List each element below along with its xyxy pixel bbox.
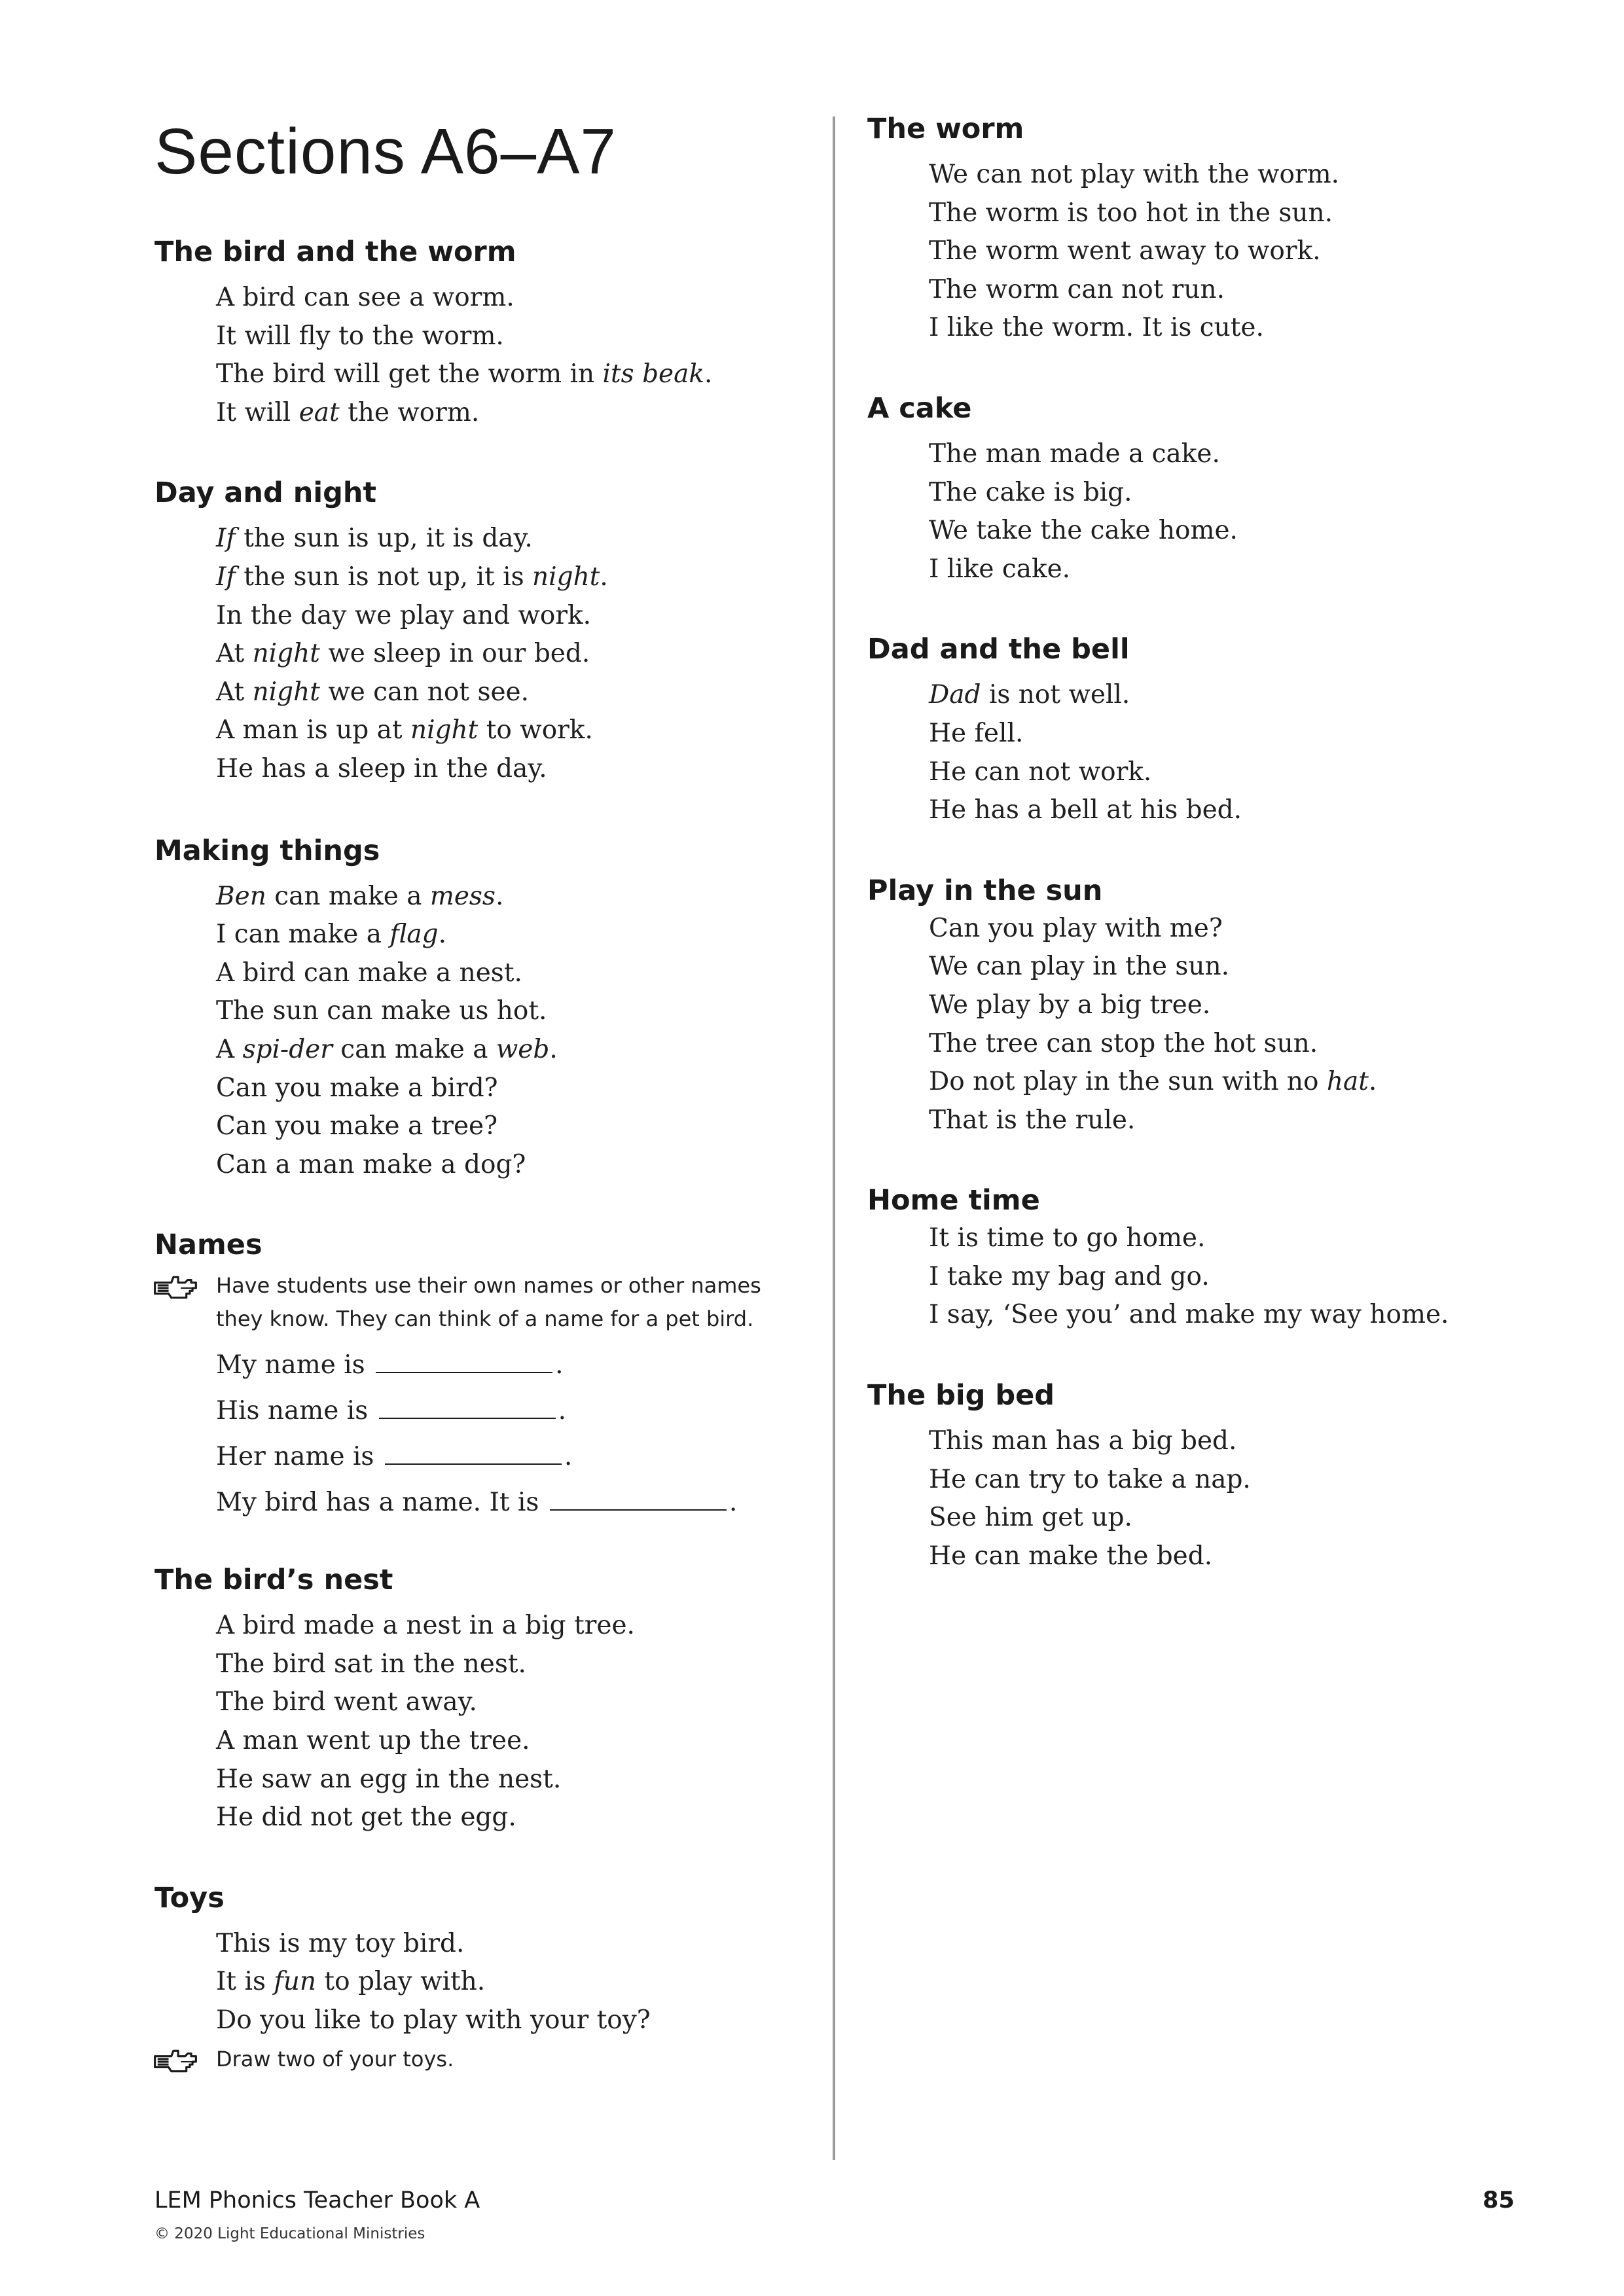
reading-line: Can you make a bird? bbox=[216, 1073, 498, 1103]
page-title: Sections A6–A7 bbox=[154, 115, 617, 187]
reading-line: It is time to go home. bbox=[929, 1223, 1206, 1253]
text-run: I can make a bbox=[216, 920, 390, 950]
italic-word: its beak bbox=[602, 359, 705, 389]
reading-line: He did not get the egg. bbox=[216, 1803, 516, 1833]
reading-lines bbox=[216, 878, 809, 1185]
italic-word: night bbox=[252, 677, 320, 707]
italic-word: If bbox=[216, 562, 236, 592]
reading-line: In the day we play and work. bbox=[216, 600, 592, 630]
reading-line: I say, ‘See you’ and make my way home. bbox=[929, 1300, 1449, 1330]
italic-word: Ben bbox=[216, 881, 266, 911]
section-making-things bbox=[154, 832, 809, 1185]
text-run: A bbox=[216, 1034, 243, 1064]
text-run: . bbox=[495, 881, 504, 911]
section-heading: Making things bbox=[154, 834, 380, 867]
italic-word: hat bbox=[1326, 1067, 1369, 1097]
italic-word: eat bbox=[298, 397, 340, 427]
italic-word: spi-der bbox=[242, 1034, 333, 1064]
section-home-time bbox=[867, 1181, 1522, 1335]
reading-line: He can make the bed. bbox=[929, 1541, 1213, 1571]
reading-line: A bird can make a nest. bbox=[216, 958, 522, 988]
section-dad-and-bell bbox=[867, 630, 1522, 829]
reading-line: Do you like to play with your toy? bbox=[216, 2005, 651, 2036]
reading-line: The worm is too hot in the sun. bbox=[929, 198, 1333, 228]
reading-line: He saw an egg in the nest. bbox=[216, 1764, 562, 1794]
reading-line: The bird sat in the nest. bbox=[216, 1649, 526, 1679]
section-the-big-bed bbox=[867, 1376, 1522, 1575]
section-heading: The big bed bbox=[867, 1379, 1055, 1412]
text-run: . bbox=[600, 562, 608, 592]
reading-line: This is my toy bird. bbox=[216, 1928, 465, 1958]
reading-line bbox=[216, 1031, 809, 1069]
section-birds-nest bbox=[154, 1561, 809, 1837]
reading-line bbox=[216, 711, 809, 750]
section-heading: Dad and the bell bbox=[867, 633, 1130, 666]
section-heading: The worm bbox=[867, 113, 1024, 145]
reading-line: The cake is big. bbox=[929, 477, 1132, 507]
reading-lines bbox=[929, 1219, 1522, 1335]
fill-in-line bbox=[216, 1342, 809, 1388]
reading-line: The sun can make us hot. bbox=[216, 996, 547, 1026]
reading-line: The bird went away. bbox=[216, 1687, 477, 1717]
section-toys bbox=[154, 1879, 809, 2076]
reading-line: I like the worm. It is cute. bbox=[929, 313, 1264, 343]
section-heading: A cake bbox=[867, 391, 972, 425]
reading-line: The man made a cake. bbox=[929, 439, 1220, 469]
reading-lines bbox=[929, 910, 1522, 1140]
right-column bbox=[867, 110, 1522, 1575]
italic-word: mess bbox=[429, 881, 496, 911]
reading-line: The worm went away to work. bbox=[929, 236, 1321, 266]
section-bird-and-worm bbox=[154, 233, 809, 432]
text-run: . bbox=[1368, 1067, 1377, 1097]
italic-word: flag bbox=[389, 920, 439, 950]
text-run: Her name is bbox=[216, 1442, 374, 1472]
italic-word: night bbox=[410, 715, 478, 745]
italic-word: fun bbox=[274, 1967, 317, 1997]
reading-lines bbox=[929, 156, 1522, 348]
fill-in-lines bbox=[216, 1342, 809, 1526]
reading-line: It will fly to the worm. bbox=[216, 321, 504, 351]
section-heading: Play in the sun bbox=[867, 874, 1103, 907]
reading-line: This man has a big bed. bbox=[929, 1426, 1237, 1456]
text-run: to play with. bbox=[316, 1967, 486, 1997]
teacher-note bbox=[216, 2043, 809, 2076]
text-run: is not well. bbox=[981, 680, 1130, 710]
reading-lines bbox=[216, 520, 809, 788]
text-run: It is bbox=[216, 1967, 274, 1997]
fill-in-line bbox=[216, 1480, 809, 1526]
reading-lines bbox=[929, 676, 1522, 829]
italic-word: night bbox=[252, 639, 320, 669]
reading-line: I take my bag and go. bbox=[929, 1261, 1210, 1291]
fill-in-line bbox=[216, 1434, 809, 1480]
reading-line: A bird can see a worm. bbox=[216, 283, 514, 312]
section-heading: Home time bbox=[867, 1184, 1040, 1217]
answer-blank bbox=[550, 1509, 727, 1511]
reading-lines bbox=[216, 1607, 809, 1837]
reading-line bbox=[216, 520, 809, 558]
answer-blank bbox=[385, 1463, 562, 1465]
text-run: can make a bbox=[332, 1034, 496, 1064]
teacher-note-text: Have students use their own names or other names they know. They can think of a name for a pet bird. bbox=[216, 1273, 761, 1332]
fill-in-line bbox=[216, 1388, 809, 1434]
text-run: My bird has a name. It is bbox=[216, 1488, 539, 1518]
text-run: Do not play in the sun with no bbox=[929, 1067, 1327, 1097]
section-day-and-night bbox=[154, 474, 809, 788]
text-run: the sun is not up, it is bbox=[235, 562, 533, 592]
italic-word: Dad bbox=[929, 680, 981, 710]
reading-line: A man went up the tree. bbox=[216, 1726, 530, 1756]
pointing-hand-icon bbox=[151, 2045, 200, 2075]
reading-line: The worm can not run. bbox=[929, 274, 1225, 304]
text-run: we sleep in our bed. bbox=[319, 639, 590, 669]
page-number: 85 bbox=[1483, 2187, 1515, 2214]
text-run: . bbox=[704, 359, 713, 389]
reading-lines bbox=[216, 1925, 809, 2040]
text-run: . bbox=[564, 1442, 573, 1472]
reading-line bbox=[929, 676, 1522, 715]
reading-line bbox=[929, 1063, 1522, 1102]
left-column bbox=[154, 233, 809, 2076]
reading-line bbox=[216, 355, 809, 394]
answer-blank bbox=[376, 1371, 552, 1373]
reading-line bbox=[216, 916, 809, 954]
text-run: . bbox=[438, 920, 447, 950]
italic-word: web bbox=[496, 1034, 550, 1064]
text-run: My name is bbox=[216, 1350, 365, 1380]
section-heading: Day and night bbox=[154, 476, 377, 510]
reading-line: He can try to take a nap. bbox=[929, 1464, 1251, 1494]
reading-line: He can not work. bbox=[929, 757, 1152, 787]
reading-line bbox=[216, 1963, 809, 2001]
text-run: . bbox=[558, 1396, 567, 1426]
reading-line bbox=[216, 394, 809, 433]
reading-line: The tree can stop the hot sun. bbox=[929, 1028, 1318, 1058]
reading-lines bbox=[929, 1422, 1522, 1575]
column-divider bbox=[833, 117, 835, 2160]
section-names bbox=[154, 1226, 809, 1526]
italic-word: night bbox=[532, 562, 600, 592]
reading-lines bbox=[929, 435, 1522, 588]
reading-line bbox=[216, 635, 809, 673]
footer-book-title: LEM Phonics Teacher Book A bbox=[154, 2187, 480, 2214]
reading-line: Can you make a tree? bbox=[216, 1111, 498, 1141]
reading-line: He has a bell at his bed. bbox=[929, 795, 1242, 825]
text-run: we can not see. bbox=[319, 677, 530, 707]
footer-copyright: © 2020 Light Educational Ministries bbox=[154, 2225, 425, 2242]
text-run: It will bbox=[216, 397, 299, 427]
reading-line: We take the cake home. bbox=[929, 516, 1238, 546]
reading-line: See him get up. bbox=[929, 1503, 1132, 1533]
text-run: to work. bbox=[478, 715, 593, 745]
teacher-note-text: Draw two of your toys. bbox=[216, 2046, 454, 2072]
reading-line: We play by a big tree. bbox=[929, 990, 1211, 1020]
text-run: The bird will get the worm in bbox=[216, 359, 603, 389]
italic-word: If bbox=[216, 524, 236, 554]
reading-line: A bird made a nest in a big tree. bbox=[216, 1611, 635, 1641]
reading-line bbox=[216, 558, 809, 597]
section-a-cake bbox=[867, 389, 1522, 588]
reading-line bbox=[216, 673, 809, 712]
text-run: A man is up at bbox=[216, 715, 410, 745]
section-heading: Toys bbox=[154, 1881, 225, 1914]
reading-line: We can play in the sun. bbox=[929, 952, 1230, 982]
section-the-worm bbox=[867, 110, 1522, 348]
text-run: His name is bbox=[216, 1396, 369, 1426]
section-heading: The bird’s nest bbox=[154, 1564, 393, 1597]
teacher-note bbox=[216, 1269, 809, 1336]
text-run: . bbox=[549, 1034, 558, 1064]
section-heading: Names bbox=[154, 1229, 262, 1262]
section-play-in-the-sun bbox=[867, 872, 1522, 1140]
text-run: At bbox=[216, 639, 253, 669]
section-heading: The bird and the worm bbox=[154, 236, 516, 268]
reading-line bbox=[216, 878, 809, 916]
reading-line: We can not play with the worm. bbox=[929, 160, 1339, 189]
reading-line: I like cake. bbox=[929, 554, 1071, 584]
text-run: . bbox=[555, 1350, 564, 1380]
reading-line: That is the rule. bbox=[929, 1105, 1136, 1135]
text-run: . bbox=[729, 1488, 738, 1518]
reading-lines bbox=[216, 279, 809, 432]
text-run: the sun is up, it is day. bbox=[235, 524, 533, 554]
reading-line: Can you play with me? bbox=[929, 913, 1223, 943]
reading-line: He fell. bbox=[929, 718, 1024, 748]
reading-line: He has a sleep in the day. bbox=[216, 753, 547, 783]
answer-blank bbox=[379, 1417, 556, 1419]
text-run: the worm. bbox=[339, 397, 480, 427]
reading-line: Can a man make a dog? bbox=[216, 1149, 526, 1179]
pointing-hand-icon bbox=[151, 1272, 200, 1302]
text-run: At bbox=[216, 677, 253, 707]
text-run: can make a bbox=[266, 881, 430, 911]
